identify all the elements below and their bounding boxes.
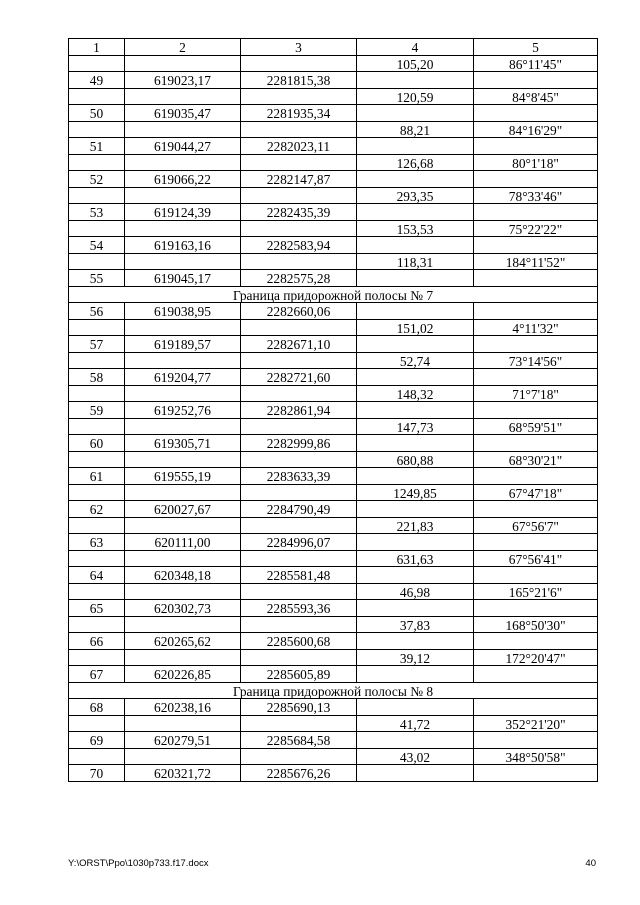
bearing-cell: 71°7'18" <box>474 385 598 402</box>
table-row <box>69 385 598 402</box>
point-number-cell <box>69 550 125 567</box>
table-row <box>69 616 598 633</box>
bearing-cell <box>474 666 598 683</box>
distance-cell: 1249,85 <box>357 484 474 501</box>
distance-cell: 293,35 <box>357 187 474 204</box>
y-coordinate-cell: 2285605,89 <box>241 666 357 683</box>
y-coordinate-cell: 2282721,60 <box>241 369 357 386</box>
y-coordinate-cell <box>241 385 357 402</box>
bearing-cell <box>474 468 598 485</box>
x-coordinate-cell: 619305,71 <box>125 435 241 452</box>
table-row <box>69 220 598 237</box>
table-row <box>69 534 598 551</box>
x-coordinate-cell <box>125 220 241 237</box>
distance-cell: 105,20 <box>357 55 474 72</box>
y-coordinate-cell: 2282583,94 <box>241 237 357 254</box>
distance-cell <box>357 369 474 386</box>
x-coordinate-cell: 619044,27 <box>125 138 241 155</box>
bearing-cell: 78°33'46" <box>474 187 598 204</box>
y-coordinate-cell <box>241 154 357 171</box>
x-coordinate-cell: 620027,67 <box>125 501 241 518</box>
column-header: 4 <box>357 39 474 56</box>
table-row <box>69 435 598 452</box>
section-title: Граница придорожной полосы № 7 <box>69 286 598 303</box>
distance-cell <box>357 402 474 419</box>
y-coordinate-cell: 2281935,34 <box>241 105 357 122</box>
y-coordinate-cell: 2284996,07 <box>241 534 357 551</box>
section-title: Граница придорожной полосы № 8 <box>69 682 598 699</box>
x-coordinate-cell: 619023,17 <box>125 72 241 89</box>
y-coordinate-cell: 2282435,39 <box>241 204 357 221</box>
bearing-cell <box>474 303 598 320</box>
x-coordinate-cell <box>125 352 241 369</box>
y-coordinate-cell <box>241 55 357 72</box>
distance-cell <box>357 303 474 320</box>
y-coordinate-cell <box>241 319 357 336</box>
distance-cell: 221,83 <box>357 517 474 534</box>
x-coordinate-cell: 619045,17 <box>125 270 241 287</box>
x-coordinate-cell <box>125 583 241 600</box>
bearing-cell <box>474 270 598 287</box>
bearing-cell <box>474 765 598 782</box>
table-row <box>69 253 598 270</box>
bearing-cell <box>474 633 598 650</box>
y-coordinate-cell: 2284790,49 <box>241 501 357 518</box>
x-coordinate-cell <box>125 550 241 567</box>
x-coordinate-cell <box>125 154 241 171</box>
coordinates-table-body <box>69 39 598 782</box>
table-row <box>69 171 598 188</box>
bearing-cell <box>474 336 598 353</box>
point-number-cell: 58 <box>69 369 125 386</box>
y-coordinate-cell: 2281815,38 <box>241 72 357 89</box>
x-coordinate-cell <box>125 451 241 468</box>
distance-cell <box>357 468 474 485</box>
distance-cell: 153,53 <box>357 220 474 237</box>
y-coordinate-cell <box>241 484 357 501</box>
x-coordinate-cell: 620111,00 <box>125 534 241 551</box>
point-number-cell <box>69 649 125 666</box>
y-coordinate-cell <box>241 352 357 369</box>
distance-cell <box>357 600 474 617</box>
x-coordinate-cell: 619252,76 <box>125 402 241 419</box>
point-number-cell <box>69 55 125 72</box>
point-number-cell <box>69 517 125 534</box>
point-number-cell <box>69 253 125 270</box>
table-row <box>69 105 598 122</box>
table-row <box>69 270 598 287</box>
point-number-cell: 62 <box>69 501 125 518</box>
bearing-cell: 4°11'32" <box>474 319 598 336</box>
point-number-cell: 52 <box>69 171 125 188</box>
point-number-cell <box>69 352 125 369</box>
y-coordinate-cell <box>241 121 357 138</box>
bearing-cell <box>474 72 598 89</box>
y-coordinate-cell <box>241 616 357 633</box>
bearing-cell <box>474 600 598 617</box>
bearing-cell: 184°11'52" <box>474 253 598 270</box>
distance-cell: 43,02 <box>357 748 474 765</box>
distance-cell <box>357 666 474 683</box>
distance-cell <box>357 501 474 518</box>
table-row <box>69 468 598 485</box>
x-coordinate-cell <box>125 649 241 666</box>
x-coordinate-cell: 620302,73 <box>125 600 241 617</box>
point-number-cell: 70 <box>69 765 125 782</box>
point-number-cell <box>69 616 125 633</box>
table-row <box>69 715 598 732</box>
x-coordinate-cell: 620238,16 <box>125 699 241 716</box>
point-number-cell <box>69 319 125 336</box>
point-number-cell <box>69 451 125 468</box>
bearing-cell: 67°56'41" <box>474 550 598 567</box>
point-number-cell: 64 <box>69 567 125 584</box>
point-number-cell <box>69 154 125 171</box>
bearing-cell: 75°22'22" <box>474 220 598 237</box>
y-coordinate-cell <box>241 550 357 567</box>
distance-cell: 88,21 <box>357 121 474 138</box>
bearing-cell <box>474 501 598 518</box>
x-coordinate-cell: 619124,39 <box>125 204 241 221</box>
bearing-cell: 86°11'45" <box>474 55 598 72</box>
bearing-cell: 348°50'58" <box>474 748 598 765</box>
x-coordinate-cell <box>125 319 241 336</box>
distance-cell: 120,59 <box>357 88 474 105</box>
bearing-cell: 165°21'6" <box>474 583 598 600</box>
y-coordinate-cell <box>241 583 357 600</box>
table-row <box>69 699 598 716</box>
x-coordinate-cell <box>125 253 241 270</box>
distance-cell <box>357 567 474 584</box>
point-number-cell: 49 <box>69 72 125 89</box>
point-number-cell <box>69 583 125 600</box>
table-row <box>69 567 598 584</box>
x-coordinate-cell: 619038,95 <box>125 303 241 320</box>
x-coordinate-cell <box>125 517 241 534</box>
bearing-cell <box>474 567 598 584</box>
point-number-cell <box>69 121 125 138</box>
distance-cell <box>357 204 474 221</box>
bearing-cell: 67°47'18" <box>474 484 598 501</box>
distance-cell: 41,72 <box>357 715 474 732</box>
bearing-cell <box>474 534 598 551</box>
bearing-cell: 80°1'18" <box>474 154 598 171</box>
bearing-cell <box>474 435 598 452</box>
table-row <box>69 748 598 765</box>
distance-cell <box>357 336 474 353</box>
distance-cell: 37,83 <box>357 616 474 633</box>
distance-cell <box>357 270 474 287</box>
bearing-cell: 68°30'21" <box>474 451 598 468</box>
point-number-cell: 63 <box>69 534 125 551</box>
point-number-cell: 54 <box>69 237 125 254</box>
x-coordinate-cell: 619555,19 <box>125 468 241 485</box>
table-row <box>69 336 598 353</box>
table-row <box>69 319 598 336</box>
y-coordinate-cell <box>241 748 357 765</box>
column-header: 3 <box>241 39 357 56</box>
bearing-cell <box>474 204 598 221</box>
x-coordinate-cell <box>125 121 241 138</box>
table-row <box>69 550 598 567</box>
table-row <box>69 402 598 419</box>
table-row <box>69 765 598 782</box>
distance-cell: 118,31 <box>357 253 474 270</box>
distance-cell <box>357 72 474 89</box>
point-number-cell: 66 <box>69 633 125 650</box>
table-row <box>69 352 598 369</box>
distance-cell: 126,68 <box>357 154 474 171</box>
table-row <box>69 55 598 72</box>
table-row <box>69 187 598 204</box>
table-row <box>69 369 598 386</box>
column-header: 2 <box>125 39 241 56</box>
distance-cell <box>357 105 474 122</box>
bearing-cell <box>474 369 598 386</box>
x-coordinate-cell: 620321,72 <box>125 765 241 782</box>
distance-cell <box>357 699 474 716</box>
table-row <box>69 204 598 221</box>
x-coordinate-cell: 619204,77 <box>125 369 241 386</box>
distance-cell <box>357 138 474 155</box>
file-path: Y:\ORST\Ppo\1030p733.f17.docx <box>68 858 209 869</box>
distance-cell <box>357 237 474 254</box>
bearing-cell <box>474 138 598 155</box>
point-number-cell: 57 <box>69 336 125 353</box>
column-header: 1 <box>69 39 125 56</box>
y-coordinate-cell <box>241 517 357 534</box>
bearing-cell <box>474 105 598 122</box>
bearing-cell <box>474 699 598 716</box>
table-row <box>69 418 598 435</box>
y-coordinate-cell <box>241 220 357 237</box>
bearing-cell: 84°8'45" <box>474 88 598 105</box>
y-coordinate-cell: 2282999,86 <box>241 435 357 452</box>
y-coordinate-cell <box>241 715 357 732</box>
y-coordinate-cell: 2283633,39 <box>241 468 357 485</box>
table-row <box>69 154 598 171</box>
x-coordinate-cell: 620348,18 <box>125 567 241 584</box>
section-header-row <box>69 286 598 303</box>
point-number-cell <box>69 385 125 402</box>
point-number-cell: 59 <box>69 402 125 419</box>
table-row <box>69 633 598 650</box>
y-coordinate-cell <box>241 418 357 435</box>
column-header: 5 <box>474 39 598 56</box>
y-coordinate-cell <box>241 451 357 468</box>
point-number-cell: 50 <box>69 105 125 122</box>
bearing-cell <box>474 732 598 749</box>
y-coordinate-cell: 2282660,06 <box>241 303 357 320</box>
point-number-cell: 51 <box>69 138 125 155</box>
y-coordinate-cell: 2282671,10 <box>241 336 357 353</box>
x-coordinate-cell <box>125 88 241 105</box>
point-number-cell: 55 <box>69 270 125 287</box>
y-coordinate-cell <box>241 649 357 666</box>
distance-cell <box>357 534 474 551</box>
table-row <box>69 72 598 89</box>
y-coordinate-cell: 2282861,94 <box>241 402 357 419</box>
x-coordinate-cell <box>125 484 241 501</box>
table-row <box>69 649 598 666</box>
y-coordinate-cell: 2285593,36 <box>241 600 357 617</box>
page-number: 40 <box>585 858 596 869</box>
table-row <box>69 303 598 320</box>
point-number-cell: 56 <box>69 303 125 320</box>
y-coordinate-cell: 2285600,68 <box>241 633 357 650</box>
point-number-cell: 60 <box>69 435 125 452</box>
distance-cell: 680,88 <box>357 451 474 468</box>
table-row <box>69 732 598 749</box>
point-number-cell <box>69 748 125 765</box>
table-row <box>69 451 598 468</box>
point-number-cell: 61 <box>69 468 125 485</box>
distance-cell: 148,32 <box>357 385 474 402</box>
distance-cell <box>357 435 474 452</box>
x-coordinate-cell: 619066,22 <box>125 171 241 188</box>
bearing-cell <box>474 402 598 419</box>
distance-cell <box>357 765 474 782</box>
y-coordinate-cell: 2285684,58 <box>241 732 357 749</box>
bearing-cell <box>474 171 598 188</box>
point-number-cell <box>69 220 125 237</box>
bearing-cell: 172°20'47" <box>474 649 598 666</box>
point-number-cell: 68 <box>69 699 125 716</box>
coordinates-table <box>68 38 598 782</box>
x-coordinate-cell <box>125 616 241 633</box>
table-row <box>69 600 598 617</box>
table-row <box>69 666 598 683</box>
x-coordinate-cell: 620226,85 <box>125 666 241 683</box>
table-row <box>69 138 598 155</box>
table-row <box>69 88 598 105</box>
distance-cell <box>357 171 474 188</box>
y-coordinate-cell: 2282147,87 <box>241 171 357 188</box>
x-coordinate-cell <box>125 748 241 765</box>
bearing-cell: 67°56'7" <box>474 517 598 534</box>
bearing-cell: 168°50'30" <box>474 616 598 633</box>
x-coordinate-cell: 619163,16 <box>125 237 241 254</box>
y-coordinate-cell: 2282575,28 <box>241 270 357 287</box>
point-number-cell: 53 <box>69 204 125 221</box>
x-coordinate-cell <box>125 715 241 732</box>
bearing-cell: 352°21'20" <box>474 715 598 732</box>
distance-cell: 147,73 <box>357 418 474 435</box>
table-row <box>69 517 598 534</box>
distance-cell: 631,63 <box>357 550 474 567</box>
x-coordinate-cell: 619035,47 <box>125 105 241 122</box>
distance-cell: 151,02 <box>357 319 474 336</box>
point-number-cell <box>69 484 125 501</box>
y-coordinate-cell: 2285676,26 <box>241 765 357 782</box>
table-row <box>69 121 598 138</box>
x-coordinate-cell <box>125 55 241 72</box>
y-coordinate-cell: 2285581,48 <box>241 567 357 584</box>
y-coordinate-cell <box>241 88 357 105</box>
point-number-cell: 67 <box>69 666 125 683</box>
x-coordinate-cell <box>125 187 241 204</box>
section-header-row <box>69 682 598 699</box>
point-number-cell: 65 <box>69 600 125 617</box>
bearing-cell: 84°16'29" <box>474 121 598 138</box>
bearing-cell <box>474 237 598 254</box>
distance-cell: 39,12 <box>357 649 474 666</box>
distance-cell <box>357 633 474 650</box>
point-number-cell <box>69 715 125 732</box>
table-row <box>69 501 598 518</box>
table-row <box>69 237 598 254</box>
table-row <box>69 583 598 600</box>
table-header-row <box>69 39 598 56</box>
y-coordinate-cell <box>241 253 357 270</box>
distance-cell: 52,74 <box>357 352 474 369</box>
point-number-cell <box>69 88 125 105</box>
x-coordinate-cell: 620279,51 <box>125 732 241 749</box>
point-number-cell <box>69 418 125 435</box>
x-coordinate-cell <box>125 385 241 402</box>
bearing-cell: 73°14'56" <box>474 352 598 369</box>
distance-cell: 46,98 <box>357 583 474 600</box>
x-coordinate-cell <box>125 418 241 435</box>
point-number-cell: 69 <box>69 732 125 749</box>
table-row <box>69 484 598 501</box>
x-coordinate-cell: 619189,57 <box>125 336 241 353</box>
y-coordinate-cell: 2285690,13 <box>241 699 357 716</box>
y-coordinate-cell <box>241 187 357 204</box>
distance-cell <box>357 732 474 749</box>
x-coordinate-cell: 620265,62 <box>125 633 241 650</box>
y-coordinate-cell: 2282023,11 <box>241 138 357 155</box>
bearing-cell: 68°59'51" <box>474 418 598 435</box>
point-number-cell <box>69 187 125 204</box>
